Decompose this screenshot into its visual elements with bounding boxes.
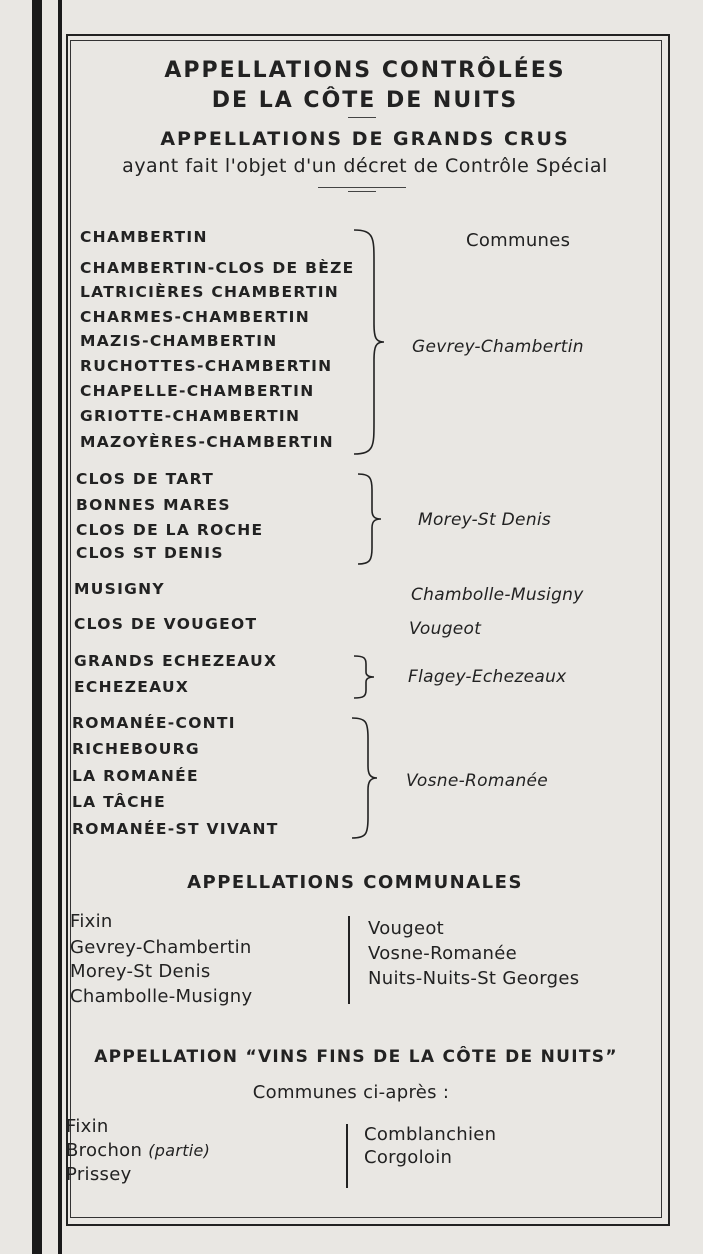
- grands-crus-heading: APPELLATIONS DE GRANDS CRUS: [160, 128, 570, 150]
- cru-name: RICHEBOURG: [72, 740, 200, 758]
- communale-item: Vosne-Romanée: [368, 943, 518, 964]
- communale-item: Gevrey-Chambertin: [70, 937, 252, 958]
- communale-item: Fixin: [70, 911, 113, 932]
- cru-name: GRIOTTE-CHAMBERTIN: [80, 407, 301, 425]
- grands-crus-note: ayant fait l'objet d'un décret de Contrôle Spécial: [122, 155, 608, 177]
- commune-chambolle: Chambolle-Musigny: [411, 585, 584, 605]
- communales-heading: APPELLATIONS COMMUNALES: [187, 872, 523, 893]
- communale-item: Vougeot: [368, 918, 445, 939]
- cru-name: ROMANÉE-ST VIVANT: [72, 820, 279, 838]
- page-title-line1: APPELLATIONS CONTRÔLÉES: [164, 58, 566, 83]
- cru-name: LA TÂCHE: [72, 793, 166, 811]
- commune-morey: Morey-St Denis: [418, 510, 552, 530]
- brace-vosne: [350, 716, 380, 840]
- vins-fins-item: Fixin: [66, 1116, 109, 1137]
- cru-name: CHAMBERTIN: [80, 228, 208, 246]
- commune-gevrey: Gevrey-Chambertin: [412, 337, 584, 357]
- cru-name: GRANDS ECHEZEAUX: [74, 652, 278, 670]
- commune-flagey: Flagey-Echezeaux: [408, 667, 567, 687]
- commune-vougeot: Vougeot: [409, 619, 482, 639]
- vins-fins-item-note: (partie): [148, 1141, 211, 1160]
- vins-fins-item: Prissey: [66, 1164, 132, 1185]
- communale-item: Chambolle-Musigny: [70, 986, 253, 1007]
- cru-name: CHAMBERTIN-CLOS DE BÈZE: [80, 259, 355, 277]
- communes-heading: Communes: [466, 230, 571, 251]
- vins-fins-heading: APPELLATION “VINS FINS DE LA CÔTE DE NUITS”: [94, 1047, 618, 1067]
- cru-name: ROMANÉE-CONTI: [72, 714, 236, 732]
- brace-morey: [356, 472, 384, 566]
- cru-name: LA ROMANÉE: [72, 767, 199, 785]
- cru-name: MUSIGNY: [74, 580, 165, 598]
- vins-fins-item: Corgoloin: [364, 1147, 453, 1168]
- cru-name: ECHEZEAUX: [74, 678, 190, 696]
- vins-fins-intro: Communes ci-après :: [252, 1082, 450, 1103]
- header-divider-1: [318, 187, 406, 188]
- cru-name: BONNES MARES: [76, 496, 231, 514]
- brace-gevrey: [352, 228, 386, 456]
- cru-name: CHARMES-CHAMBERTIN: [80, 308, 311, 326]
- vins-fins-item: [66, 1140, 210, 1161]
- cru-name: MAZIS-CHAMBERTIN: [80, 332, 278, 350]
- cru-name: CLOS DE VOUGEOT: [74, 615, 258, 633]
- page-title-line2: DE LA CÔTE DE NUITS: [211, 88, 519, 113]
- cru-name: MAZOYÈRES-CHAMBERTIN: [80, 433, 334, 451]
- vins-fins-divider: [346, 1124, 348, 1188]
- communales-divider: [348, 916, 350, 1004]
- cru-name: RUCHOTTES-CHAMBERTIN: [80, 357, 333, 375]
- brace-flagey: [352, 654, 378, 700]
- cru-name: CHAPELLE-CHAMBERTIN: [80, 382, 315, 400]
- cru-name: CLOS ST DENIS: [76, 544, 224, 562]
- cru-name: LATRICIÈRES CHAMBERTIN: [80, 283, 340, 301]
- cru-name: CLOS DE TART: [76, 470, 215, 488]
- vins-fins-item-name: Brochon: [66, 1140, 143, 1161]
- communale-item: Nuits-Nuits-St Georges: [368, 968, 580, 989]
- cru-name: CLOS DE LA ROCHE: [76, 521, 264, 539]
- header-divider-2: [348, 191, 376, 192]
- commune-vosne: Vosne-Romanée: [406, 771, 549, 791]
- title-divider: [348, 117, 376, 118]
- communale-item: Morey-St Denis: [70, 961, 211, 982]
- vins-fins-item: Comblanchien: [364, 1124, 497, 1145]
